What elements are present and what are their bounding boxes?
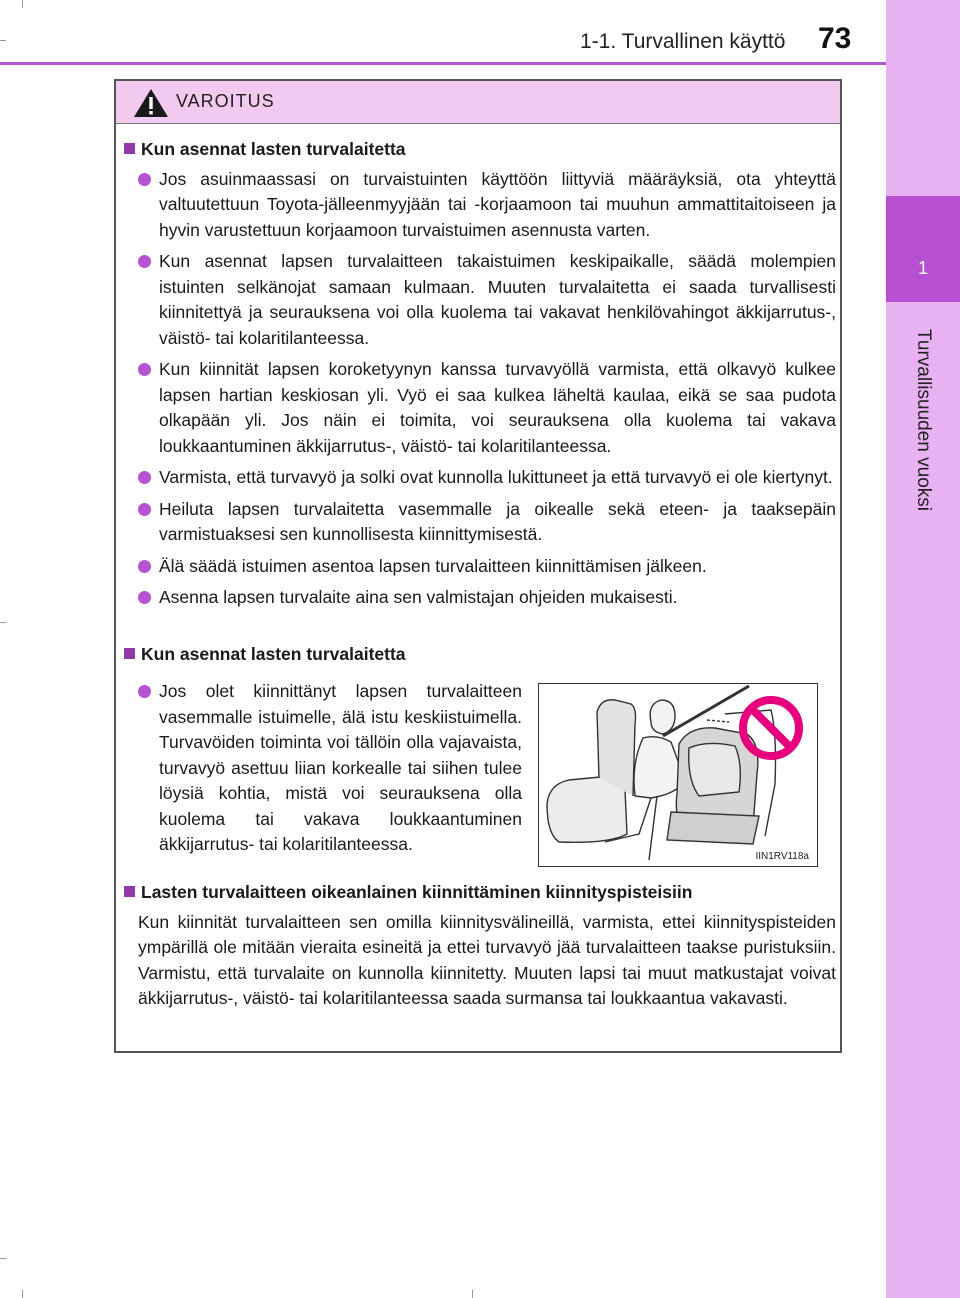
bullet-dot-icon [138,471,151,484]
list-item [124,249,836,351]
running-header: 1-1. Turvallinen käyttö [580,30,786,53]
section-heading [124,642,836,668]
prohibition-icon [743,700,799,756]
section-1 [124,137,836,611]
bullet-dot-icon [138,685,151,698]
figure-code: IIN1RV118a [755,851,809,862]
list-item [124,465,836,491]
crop-mark [0,40,6,41]
warning-triangle-icon [132,87,170,119]
section-3 [124,880,836,1012]
list-item-text: Kun asennat lapsen turvalaitteen takaistuimen keskipaikalle, säädä molempien istuinten selkänojat samaan kulmaan. Muuten turvalaitetta ei saada turvallisesti kiinnitettyä ja seurauksena voi olla kuolema tai vakavat henkilövahingot äkkijarrutus-, väistö- tai kolaritilanteessa. [159,251,836,348]
child-seat-illustration [538,683,818,867]
warning-header [116,81,840,124]
section-heading-text: Kun asennat lasten turvalaitetta [141,644,406,664]
bullet-dot-icon [138,173,151,186]
crop-mark [0,622,6,623]
page-number: 73 [818,22,852,55]
section-2-body [124,679,522,858]
list-item [124,679,522,858]
bullet-dot-icon [138,560,151,573]
list-item-text: Jos asuinmaassasi on turvaistuinten käyttöön liittyviä määräyksiä, ota yhteyttä valtuutettuun Toyota-jälleenmyyjään tai -korjaamoon tai muuhun ammattitaitoiseen ja hyvin varustettuun korjaamoon turvaistuimen asennusta varten. [159,168,836,240]
section-heading-text: Lasten turvalaitteen oikeanlainen kiinnittäminen kiinnityspisteisiin [141,882,693,902]
section-heading [124,880,836,906]
crop-mark [472,1290,473,1298]
section-heading-text: Kun asennat lasten turvalaitetta [141,139,406,159]
child-seat-drawing [539,684,817,866]
chapter-number: 1 [917,258,928,278]
list-item-text: Heiluta lapsen turvalaitetta vasemmalle ja oikealle sekä eteen- ja taaksepäin varmistuaksesi sen kunnollisesta kiinnittymisestä. [159,498,836,544]
list-item [124,167,836,244]
chapter-label: Turvallisuuden vuoksi [913,329,934,511]
list-item-text: Asenna lapsen turvalaite aina sen valmistajan ohjeiden mukaisesti. [159,587,678,607]
section-2-heading [124,642,836,668]
list-item-text: Jos olet kiinnittänyt lapsen turvalaitteen vasemmalle istuimelle, älä istu keskiistuimella. Turvavöiden toiminta voi tällöin olla vajavaista, turvavyö asettuu liian korkealle tai siihen tulee löysiä kohtia, mistä voi seurauksena olla kuolema tai vakava loukkaantuminen äkkijarrutus- tai kolaritilanteessa. [159,681,522,854]
bullet-dot-icon [138,255,151,268]
section-heading [124,137,836,163]
list-item-text: Varmista, että turvavyö ja solki ovat kunnolla lukittuneet ja että turvavyö ei ole kiertynyt. [159,467,833,487]
chapter-tab [886,0,960,1298]
bullet-dot-icon [138,503,151,516]
list-item [124,357,836,459]
bullet-dot-icon [138,591,151,604]
square-bullet-icon [124,143,135,154]
warning-title: VAROITUS [176,91,275,111]
list-item [124,554,836,580]
crop-mark [22,1290,23,1298]
chapter-number-block [886,196,960,302]
section-paragraph [124,910,836,1012]
bullet-dot-icon [138,363,151,376]
header-rule [0,62,886,65]
list-item-text: Kun kiinnität lapsen koroketyynyn kanssa turvavyöllä varmista, että olkavyö kulkee lapsen hartian keskiosan yli. Vyö ei saa kulkea läheltä kaulaa, eikä se saa pudota olkapään yli. Jos näin ei toimita, voi seurauksena olla kuolema tai vakava loukkaantuminen äkkijarrutus-, väistö- tai kolaritilanteessa. [159,359,836,456]
square-bullet-icon [124,886,135,897]
list-item [124,497,836,548]
paragraph-text: Kun kiinnität turvalaitteen sen omilla kiinnitysvälineillä, varmista, ettei kiinnityspisteiden ympärillä ole mitään vieraita esineitä ja ettei turvavyö jää turvalaitteen taakse puristuksiin. Varmistu, että turvalaite on kunnolla kiinnitetty. Muuten lapsi tai muut matkustajat voivat äkkijarrutus-, väistö- tai kolaritilanteessa saada surmansa tai loukkaantua vakavasti. [138,911,836,1008]
square-bullet-icon [124,648,135,659]
crop-mark [22,0,23,8]
list-item-text: Älä säädä istuimen asentoa lapsen turvalaitteen kiinnittämisen jälkeen. [159,555,707,576]
crop-mark [0,1258,6,1259]
list-item [124,585,836,611]
